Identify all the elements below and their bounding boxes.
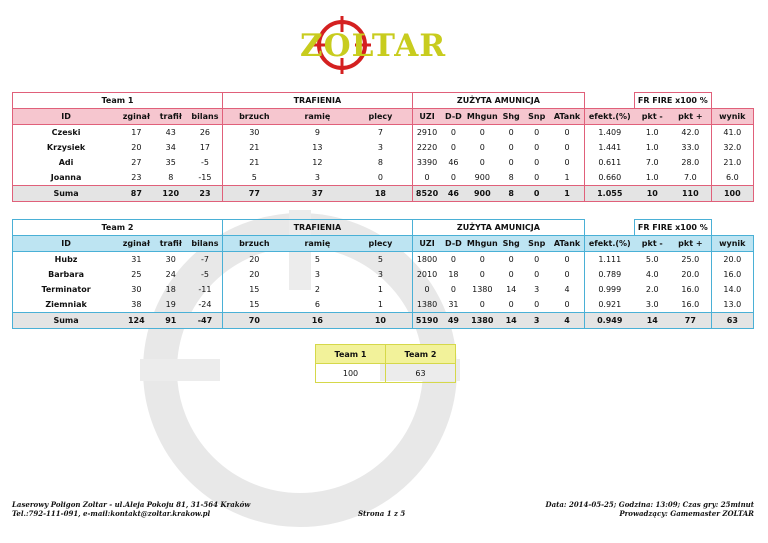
sum-cell: 0: [523, 186, 550, 202]
sum-cell: 14: [635, 313, 671, 329]
player-row: [13, 252, 754, 268]
table-cell: 0: [450, 285, 456, 294]
column-header: trafił: [154, 236, 188, 252]
table-cell: 0: [412, 282, 441, 297]
player-row: [13, 170, 754, 186]
sum-cell: 63: [711, 313, 753, 329]
table-cell: 20.0: [711, 252, 753, 268]
player-name: Barbara: [13, 267, 120, 282]
table-cell: 12: [312, 158, 323, 167]
sum-cell: 4: [550, 313, 585, 329]
table-cell: 0: [564, 143, 570, 152]
table-cell: 3.0: [645, 300, 659, 309]
column-header: ID: [13, 109, 120, 125]
sum-cell: 49: [441, 313, 465, 329]
sum-cell: 124: [119, 313, 153, 329]
logo-text: ZOLTAR: [300, 28, 447, 64]
player-name: Hubz: [13, 252, 120, 268]
column-header: ramię: [286, 109, 349, 125]
sum-cell: 91: [154, 313, 188, 329]
column-header: pkt +: [670, 236, 711, 252]
table-cell: 0: [479, 158, 485, 167]
player-name: Czeski: [13, 125, 120, 141]
column-header: Shg: [499, 109, 523, 125]
table-cell: 42.0: [681, 128, 700, 137]
column-header: brzuch: [222, 236, 285, 252]
table-cell: 0: [479, 143, 485, 152]
table-cell: 0: [564, 158, 570, 167]
table-cell: 9: [314, 128, 320, 137]
column-header: Snp: [523, 109, 550, 125]
column-header-row: [13, 236, 754, 252]
table-cell: 7.0: [645, 158, 659, 167]
table-cell: 5: [222, 170, 285, 186]
table-cell: 3: [314, 270, 320, 279]
group-amunicja: ZUŻYTA AMUNICJA: [412, 220, 584, 236]
table-cell: -5: [200, 270, 209, 279]
table-cell: 0: [508, 270, 514, 279]
table-cell: 43: [165, 128, 176, 137]
table-cell: 30: [131, 285, 142, 294]
sum-cell: 16: [286, 313, 349, 329]
table-cell: 18: [165, 285, 176, 294]
sum-cell: 900: [466, 186, 499, 202]
sum-row: [13, 313, 754, 329]
sum-cell: 120: [154, 186, 188, 202]
table-cell: 34: [165, 143, 176, 152]
table-cell: 33.0: [681, 143, 700, 152]
table-cell: 1.0: [645, 173, 659, 182]
table-cell: 3: [377, 143, 383, 152]
table-cell: 900: [474, 173, 490, 182]
sum-cell: 77: [222, 186, 285, 202]
group-trafienia: TRAFIENIA: [222, 220, 412, 236]
table-cell: 28.0: [681, 158, 700, 167]
column-header: Shg: [499, 236, 523, 252]
player-row: [13, 140, 754, 155]
sum-cell: -47: [188, 313, 222, 329]
table-cell: 0: [564, 300, 570, 309]
group-frfire: FR FIRE x100 %: [635, 220, 712, 236]
table-cell: 38: [131, 300, 142, 309]
footer-right: [546, 500, 754, 518]
team-2-table: [12, 219, 754, 329]
table-cell: 7: [377, 128, 383, 137]
table-cell: 5: [314, 255, 320, 264]
column-header: bilans: [188, 109, 222, 125]
table-cell: 14.0: [711, 282, 753, 297]
table-cell: 3390: [412, 155, 441, 170]
column-header: pkt +: [670, 109, 711, 125]
table-cell: -11: [198, 285, 212, 294]
sum-cell: 0.949: [585, 313, 635, 329]
player-row: [13, 155, 754, 170]
player-name: Ziemniak: [13, 297, 120, 313]
column-header: zginał: [119, 236, 153, 252]
table-cell: 0.611: [585, 155, 635, 170]
table-cell: 15: [222, 297, 285, 313]
table-cell: 0.660: [585, 170, 635, 186]
player-name: Joanna: [13, 170, 120, 186]
table-cell: 1.409: [585, 125, 635, 141]
table-cell: 21: [222, 155, 285, 170]
column-header: bilans: [188, 236, 222, 252]
sum-row: [13, 186, 754, 202]
column-header: efekt.(%): [585, 109, 635, 125]
footer-game-info: Data: 2014-05-25; Godzina: 13:09; Czas gry: 25minut: [545, 500, 754, 509]
sum-cell: 110: [670, 186, 711, 202]
footer-left: [12, 500, 250, 518]
table-cell: 16.0: [711, 267, 753, 282]
sum-cell: 70: [222, 313, 285, 329]
table-cell: 21.0: [711, 155, 753, 170]
table-cell: 19: [165, 300, 176, 309]
table-cell: 2: [314, 285, 320, 294]
player-row: [13, 125, 754, 141]
table-cell: 2010: [412, 267, 441, 282]
table-cell: 0: [564, 255, 570, 264]
table-cell: 26: [199, 128, 211, 137]
footer-page-number: Strona 1 z 5: [358, 509, 406, 518]
table-cell: 0: [412, 170, 441, 186]
group-trafienia: TRAFIENIA: [222, 93, 412, 109]
table-cell: 0: [534, 270, 540, 279]
group-frfire: FR FIRE x100 %: [635, 93, 712, 109]
footer-contact: Tel.:792-111-091, e-mail:kontakt@zoltar.krakow.pl: [12, 509, 211, 518]
table-cell: 1800: [412, 252, 441, 268]
column-header: UZI: [412, 109, 441, 125]
column-header: zginał: [119, 109, 153, 125]
player-name: Adi: [13, 155, 120, 170]
table-cell: -5: [200, 158, 209, 167]
table-cell: 17: [199, 143, 211, 152]
column-header: plecy: [349, 109, 412, 125]
table-cell: 25: [131, 270, 142, 279]
table-cell: 0: [450, 255, 456, 264]
table-cell: 16.0: [681, 285, 700, 294]
column-header: wynik: [711, 109, 753, 125]
table-cell: 0.789: [585, 267, 635, 282]
table-cell: 0: [508, 143, 514, 152]
table-cell: 30: [222, 125, 285, 141]
sum-cell: 37: [286, 186, 349, 202]
table-cell: 3: [314, 173, 320, 182]
column-header: Mhgun: [466, 109, 499, 125]
column-header: ramię: [286, 236, 349, 252]
summary-team-2-header: Team 2: [386, 345, 456, 364]
player-name: Terminator: [13, 282, 120, 297]
table-cell: 46: [448, 158, 459, 167]
table-cell: 1: [377, 285, 383, 294]
column-header: ATank: [550, 109, 585, 125]
column-header: efekt.(%): [585, 236, 635, 252]
table-cell: 4.0: [645, 270, 659, 279]
summary-team-1-header: Team 1: [316, 345, 386, 364]
table-cell: 5: [377, 255, 383, 264]
table-cell: 0: [479, 128, 485, 137]
table-cell: 25.0: [681, 255, 700, 264]
sum-cell: Suma: [13, 186, 120, 202]
table-cell: 13.0: [711, 297, 753, 313]
table-cell: 2220: [412, 140, 441, 155]
table-cell: 0: [534, 158, 540, 167]
table-cell: 0: [479, 300, 485, 309]
footer-gamemaster: Prowadzący: Gamemaster ZOLTAR: [619, 509, 754, 518]
table-cell: 31: [131, 255, 142, 264]
sum-cell: 1380: [466, 313, 499, 329]
table-cell: 0: [479, 255, 485, 264]
sum-cell: 1.055: [585, 186, 635, 202]
table-cell: 1.441: [585, 140, 635, 155]
table-cell: 20: [222, 252, 285, 268]
table-cell: 0: [534, 173, 540, 182]
table-cell: 1: [564, 173, 570, 182]
table-cell: 15: [222, 282, 285, 297]
column-header: trafił: [154, 109, 188, 125]
table-cell: 1: [377, 300, 383, 309]
column-header: UZI: [412, 236, 441, 252]
column-header: ATank: [550, 236, 585, 252]
table-cell: -15: [198, 173, 212, 182]
player-row: [13, 267, 754, 282]
table-cell: 31: [448, 300, 459, 309]
sum-cell: 23: [188, 186, 222, 202]
table-cell: 8: [377, 158, 383, 167]
table-cell: 14: [506, 285, 517, 294]
table-cell: 8: [508, 173, 514, 182]
summary-team-2-score: 63: [386, 364, 456, 383]
sum-cell: 77: [670, 313, 711, 329]
table-cell: 30: [165, 255, 176, 264]
sum-cell: 10: [349, 313, 412, 329]
team-label: Team 2: [13, 220, 223, 236]
table-cell: 1380: [412, 297, 441, 313]
sum-cell: Suma: [13, 313, 120, 329]
table-cell: 0: [508, 158, 514, 167]
table-cell: 0: [508, 128, 514, 137]
column-header: D-D: [441, 236, 465, 252]
sum-cell: 8520: [412, 186, 441, 202]
sum-cell: 14: [499, 313, 523, 329]
table-cell: 2.0: [645, 285, 659, 294]
sum-cell: 87: [119, 186, 153, 202]
table-cell: 21: [222, 140, 285, 155]
table-cell: 27: [131, 158, 142, 167]
table-cell: 0.999: [585, 282, 635, 297]
column-header: brzuch: [222, 109, 285, 125]
player-row: [13, 282, 754, 297]
footer-address: Laserowy Poligon Zoltar - ul.Aleja Pokoju 81, 31-564 Kraków: [12, 500, 251, 509]
table-cell: 16.0: [681, 300, 700, 309]
table-cell: 0: [377, 173, 383, 182]
summary-team-1-score: 100: [316, 364, 386, 383]
column-header: D-D: [441, 109, 465, 125]
sum-cell: 1: [550, 186, 585, 202]
sum-cell: 8: [499, 186, 523, 202]
table-cell: 20: [222, 267, 285, 282]
table-cell: 23: [131, 173, 142, 182]
table-cell: 6.0: [711, 170, 753, 186]
column-header: Mhgun: [466, 236, 499, 252]
team-label: Team 1: [13, 93, 223, 109]
table-cell: 0: [534, 143, 540, 152]
table-cell: 32.0: [711, 140, 753, 155]
table-cell: 0: [479, 270, 485, 279]
table-cell: 0: [564, 270, 570, 279]
sum-cell: 18: [349, 186, 412, 202]
table-cell: 4: [564, 285, 570, 294]
table-cell: 17: [131, 128, 142, 137]
table-cell: 7.0: [683, 173, 697, 182]
sum-cell: 100: [711, 186, 753, 202]
table-cell: 0.921: [585, 297, 635, 313]
table-cell: 20.0: [681, 270, 700, 279]
group-amunicja: ZUŻYTA AMUNICJA: [412, 93, 584, 109]
table-cell: 0: [450, 173, 456, 182]
table-cell: 8: [168, 173, 174, 182]
column-header: pkt -: [635, 236, 671, 252]
sum-cell: 5190: [412, 313, 441, 329]
column-header: ID: [13, 236, 120, 252]
table-cell: 1.0: [645, 128, 659, 137]
table-cell: 6: [314, 300, 320, 309]
table-cell: 20: [131, 143, 142, 152]
column-header: pkt -: [635, 109, 671, 125]
table-cell: 35: [165, 158, 176, 167]
table-cell: 3: [534, 285, 540, 294]
table-cell: 41.0: [711, 125, 753, 141]
sum-cell: 3: [523, 313, 550, 329]
table-cell: 3: [377, 270, 383, 279]
team-1-table: [12, 92, 754, 202]
player-row: [13, 297, 754, 313]
table-cell: 24: [165, 270, 176, 279]
sum-cell: 10: [635, 186, 671, 202]
table-cell: 0: [564, 128, 570, 137]
table-cell: 0: [508, 255, 514, 264]
table-cell: 18: [448, 270, 459, 279]
table-cell: 1.111: [585, 252, 635, 268]
table-cell: 0: [508, 300, 514, 309]
table-cell: 5.0: [645, 255, 659, 264]
table-cell: 1380: [472, 285, 493, 294]
column-header: Snp: [523, 236, 550, 252]
table-cell: 0: [534, 300, 540, 309]
column-header: plecy: [349, 236, 412, 252]
table-cell: -7: [200, 255, 209, 264]
table-cell: 13: [312, 143, 323, 152]
column-header-row: [13, 109, 754, 125]
table-cell: 0: [450, 128, 456, 137]
sum-cell: 46: [441, 186, 465, 202]
table-cell: 0: [450, 143, 456, 152]
column-header: wynik: [711, 236, 753, 252]
table-cell: -24: [198, 300, 212, 309]
table-cell: 0: [534, 255, 540, 264]
table-cell: 1.0: [645, 143, 659, 152]
table-cell: 2910: [412, 125, 441, 141]
summary-table: [315, 344, 456, 383]
player-name: Krzysiek: [13, 140, 120, 155]
table-cell: 0: [534, 128, 540, 137]
